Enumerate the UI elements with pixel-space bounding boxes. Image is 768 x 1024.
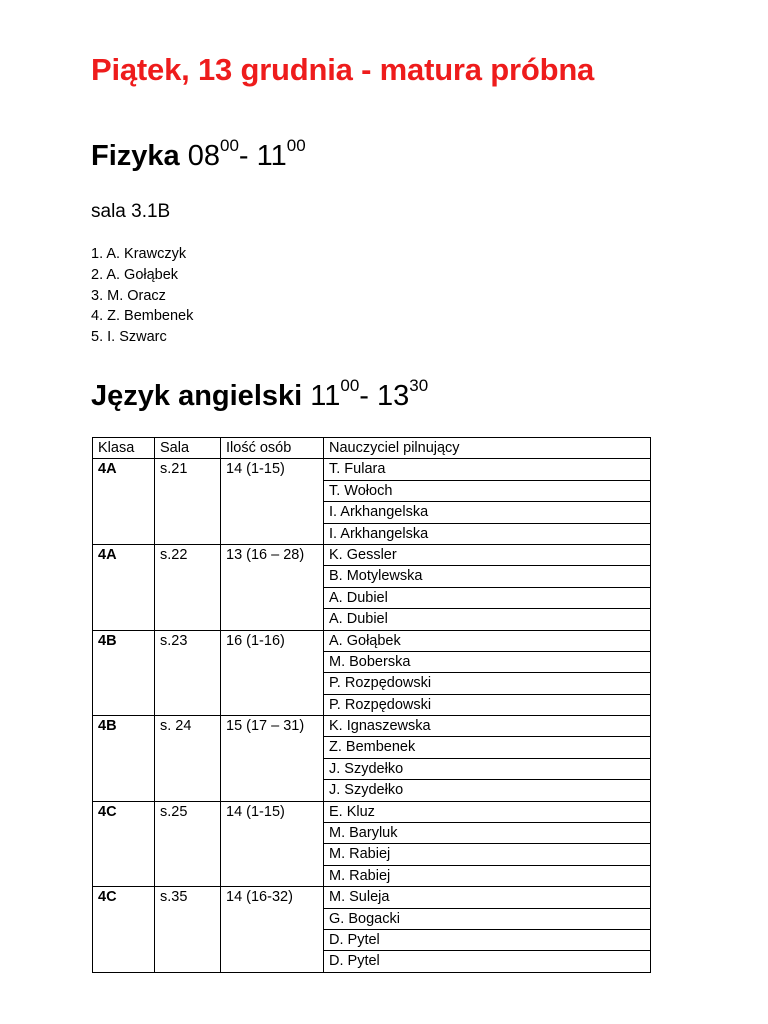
time-separator: - bbox=[238, 140, 257, 172]
count-cell: 14 (1-15) bbox=[221, 801, 324, 887]
teacher-cell: M. Boberska bbox=[324, 651, 651, 672]
room-cell: s. 24 bbox=[155, 716, 221, 802]
table-row bbox=[93, 630, 651, 651]
list-item: 1. A. Krawczyk bbox=[91, 246, 187, 262]
count-cell: 16 (1-16) bbox=[221, 630, 324, 716]
room-label: sala 3.1B bbox=[91, 201, 171, 222]
teacher-cell: J. Szydełko bbox=[324, 780, 651, 801]
teacher-cell: K. Gessler bbox=[324, 544, 651, 565]
column-header: Nauczyciel pilnujący bbox=[324, 438, 651, 459]
room-cell: s.23 bbox=[155, 630, 221, 716]
class-cell: 4A bbox=[93, 459, 155, 545]
count-cell: 15 (17 – 31) bbox=[221, 716, 324, 802]
class-cell: 4C bbox=[93, 801, 155, 887]
teacher-cell: K. Ignaszewska bbox=[324, 716, 651, 737]
angielski-heading bbox=[91, 376, 429, 413]
start-hour: 11 bbox=[310, 380, 341, 412]
column-header: Ilość osób bbox=[221, 438, 324, 459]
class-cell: 4B bbox=[93, 716, 155, 802]
list-item: 4. Z. Bembenek bbox=[91, 308, 194, 325]
subject-name: Fizyka bbox=[91, 140, 180, 172]
teacher-cell: D. Pytel bbox=[324, 951, 651, 972]
table-row bbox=[93, 801, 651, 822]
teacher-cell: D. Pytel bbox=[324, 929, 651, 950]
class-cell: 4C bbox=[93, 887, 155, 973]
column-header: Klasa bbox=[93, 438, 155, 459]
table-row bbox=[93, 459, 651, 480]
teacher-cell: M. Rabiej bbox=[324, 865, 651, 886]
room-cell: s.25 bbox=[155, 801, 221, 887]
time-separator: - bbox=[359, 380, 377, 412]
fizyka-heading bbox=[91, 136, 306, 173]
table-row bbox=[93, 887, 651, 908]
list-item: 2. A. Gołąbek bbox=[91, 266, 179, 283]
subject-name: Język angielski bbox=[91, 380, 303, 412]
schedule-table bbox=[92, 437, 651, 973]
teacher-cell: B. Motylewska bbox=[324, 566, 651, 587]
count-cell: 14 (1-15) bbox=[221, 459, 324, 545]
teacher-cell: M. Rabiej bbox=[324, 844, 651, 865]
teacher-cell: M. Suleja bbox=[324, 887, 651, 908]
teacher-cell: A. Gołąbek bbox=[324, 630, 651, 651]
count-cell: 13 (16 – 28) bbox=[221, 544, 324, 630]
class-cell: 4A bbox=[93, 544, 155, 630]
table-row bbox=[93, 716, 651, 737]
table-header-row bbox=[93, 438, 651, 459]
teacher-cell: P. Rozpędowski bbox=[324, 694, 651, 715]
teacher-cell: M. Baryluk bbox=[324, 823, 651, 844]
room-cell: s.22 bbox=[155, 544, 221, 630]
teacher-cell: I. Arkhangelska bbox=[324, 502, 651, 523]
teacher-cell: I. Arkhangelska bbox=[324, 523, 651, 544]
column-header: Sala bbox=[155, 438, 221, 459]
start-minutes: 00 bbox=[340, 376, 360, 395]
table-row bbox=[93, 544, 651, 565]
start-hour: 08 bbox=[187, 140, 220, 172]
end-hour: 11 bbox=[256, 140, 287, 172]
student-list bbox=[91, 244, 193, 348]
page-title: Piątek, 13 grudnia - matura próbna bbox=[91, 52, 595, 87]
end-minutes: 30 bbox=[409, 376, 429, 395]
class-cell: 4B bbox=[93, 630, 155, 716]
teacher-cell: A. Dubiel bbox=[324, 587, 651, 608]
teacher-cell: T. Fulara bbox=[324, 459, 651, 480]
end-hour: 13 bbox=[377, 380, 410, 412]
teacher-cell: A. Dubiel bbox=[324, 609, 651, 630]
list-item: 5. I. Szwarc bbox=[91, 329, 167, 346]
count-cell: 14 (16-32) bbox=[221, 887, 324, 973]
teacher-cell: G. Bogacki bbox=[324, 908, 651, 929]
teacher-cell: P. Rozpędowski bbox=[324, 673, 651, 694]
room-cell: s.21 bbox=[155, 459, 221, 545]
teacher-cell: J. Szydełko bbox=[324, 758, 651, 779]
teacher-cell: Z. Bembenek bbox=[324, 737, 651, 758]
teacher-cell: E. Kluz bbox=[324, 801, 651, 822]
list-item: 3. M. Oracz bbox=[91, 287, 166, 304]
start-minutes: 00 bbox=[220, 136, 239, 155]
room-cell: s.35 bbox=[155, 887, 221, 973]
teacher-cell: T. Wołoch bbox=[324, 480, 651, 501]
end-minutes: 00 bbox=[286, 136, 306, 155]
